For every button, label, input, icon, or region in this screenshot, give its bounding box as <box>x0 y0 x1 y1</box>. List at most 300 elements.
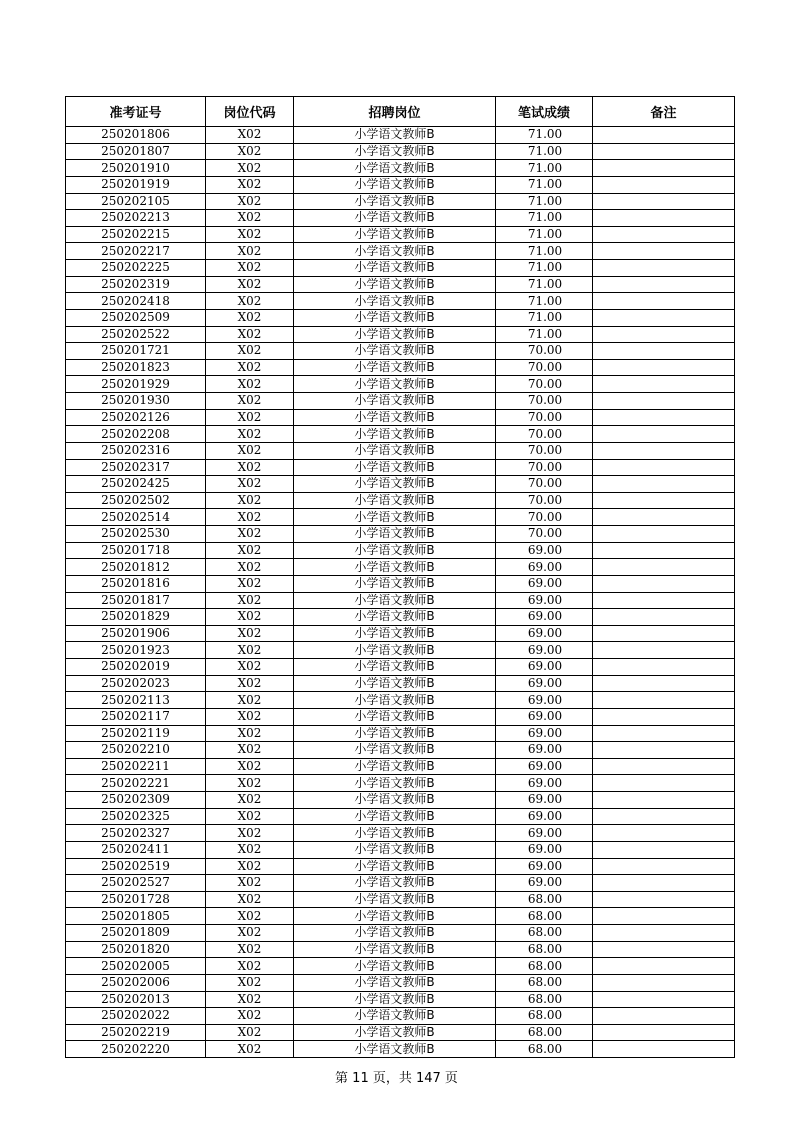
cell-post-code: X02 <box>206 127 294 144</box>
cell-post-code: X02 <box>206 1024 294 1041</box>
cell-post-code: X02 <box>206 575 294 592</box>
cell-exam-id: 250201806 <box>66 127 206 144</box>
cell-remarks <box>593 409 735 426</box>
cell-remarks <box>593 476 735 493</box>
header-post-code: 岗位代码 <box>206 97 294 127</box>
cell-post-code: X02 <box>206 692 294 709</box>
cell-exam-id: 250201807 <box>66 143 206 160</box>
cell-remarks <box>593 875 735 892</box>
cell-written-score: 71.00 <box>496 160 593 177</box>
cell-post-name: 小学语文教师B <box>294 542 496 559</box>
cell-post-code: X02 <box>206 941 294 958</box>
cell-exam-id: 250202119 <box>66 725 206 742</box>
cell-remarks <box>593 609 735 626</box>
cell-post-name: 小学语文教师B <box>294 991 496 1008</box>
table-row <box>66 426 735 443</box>
table-row <box>66 326 735 343</box>
table-row <box>66 509 735 526</box>
cell-remarks <box>593 193 735 210</box>
header-exam-id: 准考证号 <box>66 97 206 127</box>
table-row <box>66 675 735 692</box>
table-row <box>66 1008 735 1025</box>
cell-exam-id: 250202215 <box>66 226 206 243</box>
cell-exam-id: 250202013 <box>66 991 206 1008</box>
cell-written-score: 68.00 <box>496 958 593 975</box>
cell-exam-id: 250201923 <box>66 642 206 659</box>
cell-post-name: 小学语文教师B <box>294 891 496 908</box>
cell-exam-id: 250201930 <box>66 393 206 410</box>
table-row <box>66 609 735 626</box>
cell-remarks <box>593 293 735 310</box>
cell-exam-id: 250201809 <box>66 925 206 942</box>
table-row <box>66 1024 735 1041</box>
cell-post-name: 小学语文教师B <box>294 692 496 709</box>
cell-written-score: 69.00 <box>496 708 593 725</box>
cell-remarks <box>593 625 735 642</box>
cell-written-score: 69.00 <box>496 725 593 742</box>
cell-remarks <box>593 542 735 559</box>
cell-written-score: 71.00 <box>496 260 593 277</box>
table-row <box>66 958 735 975</box>
cell-written-score: 71.00 <box>496 176 593 193</box>
cell-remarks <box>593 841 735 858</box>
cell-remarks <box>593 659 735 676</box>
cell-remarks <box>593 210 735 227</box>
table-row <box>66 742 735 759</box>
cell-post-name: 小学语文教师B <box>294 609 496 626</box>
header-written-score: 笔试成绩 <box>496 97 593 127</box>
cell-post-code: X02 <box>206 393 294 410</box>
table-row <box>66 293 735 310</box>
cell-written-score: 70.00 <box>496 393 593 410</box>
cell-remarks <box>593 692 735 709</box>
cell-exam-id: 250201718 <box>66 542 206 559</box>
cell-exam-id: 250202418 <box>66 293 206 310</box>
cell-post-code: X02 <box>206 974 294 991</box>
table-header-row <box>66 97 735 127</box>
cell-exam-id: 250201817 <box>66 592 206 609</box>
cell-remarks <box>593 958 735 975</box>
cell-post-name: 小学语文教师B <box>294 409 496 426</box>
cell-post-name: 小学语文教师B <box>294 775 496 792</box>
cell-exam-id: 250202225 <box>66 260 206 277</box>
table-row <box>66 991 735 1008</box>
cell-remarks <box>593 509 735 526</box>
cell-exam-id: 250202221 <box>66 775 206 792</box>
cell-post-name: 小学语文教师B <box>294 974 496 991</box>
table-row <box>66 393 735 410</box>
cell-exam-id: 250201728 <box>66 891 206 908</box>
cell-remarks <box>593 891 735 908</box>
cell-exam-id: 250202519 <box>66 858 206 875</box>
cell-exam-id: 250202213 <box>66 210 206 227</box>
cell-post-name: 小学语文教师B <box>294 476 496 493</box>
cell-written-score: 69.00 <box>496 792 593 809</box>
table-row <box>66 825 735 842</box>
cell-exam-id: 250202019 <box>66 659 206 676</box>
cell-written-score: 69.00 <box>496 659 593 676</box>
cell-post-code: X02 <box>206 991 294 1008</box>
cell-post-name: 小学语文教师B <box>294 509 496 526</box>
cell-remarks <box>593 260 735 277</box>
cell-written-score: 70.00 <box>496 359 593 376</box>
table-row <box>66 792 735 809</box>
cell-post-name: 小学语文教师B <box>294 326 496 343</box>
cell-remarks <box>593 459 735 476</box>
table-row <box>66 725 735 742</box>
cell-post-code: X02 <box>206 1008 294 1025</box>
table-row <box>66 476 735 493</box>
cell-post-code: X02 <box>206 326 294 343</box>
table-row <box>66 575 735 592</box>
cell-remarks <box>593 775 735 792</box>
cell-post-code: X02 <box>206 559 294 576</box>
cell-written-score: 68.00 <box>496 941 593 958</box>
score-table <box>65 96 735 1058</box>
cell-written-score: 71.00 <box>496 193 593 210</box>
cell-post-name: 小学语文教师B <box>294 875 496 892</box>
cell-exam-id: 250202220 <box>66 1041 206 1058</box>
cell-written-score: 70.00 <box>496 492 593 509</box>
table-row <box>66 974 735 991</box>
cell-post-code: X02 <box>206 376 294 393</box>
cell-post-name: 小学语文教师B <box>294 725 496 742</box>
cell-exam-id: 250202327 <box>66 825 206 842</box>
cell-post-code: X02 <box>206 442 294 459</box>
cell-post-code: X02 <box>206 908 294 925</box>
cell-remarks <box>593 592 735 609</box>
cell-remarks <box>593 426 735 443</box>
cell-exam-id: 250202217 <box>66 243 206 260</box>
cell-exam-id: 250202126 <box>66 409 206 426</box>
page-footer: 第 11 页，共 147 页 <box>335 1071 458 1086</box>
cell-post-code: X02 <box>206 875 294 892</box>
cell-written-score: 71.00 <box>496 226 593 243</box>
cell-written-score: 69.00 <box>496 609 593 626</box>
cell-exam-id: 250201721 <box>66 343 206 360</box>
cell-post-code: X02 <box>206 625 294 642</box>
table-row <box>66 127 735 144</box>
cell-post-code: X02 <box>206 176 294 193</box>
table-row <box>66 309 735 326</box>
cell-written-score: 69.00 <box>496 642 593 659</box>
cell-remarks <box>593 825 735 842</box>
cell-exam-id: 250202319 <box>66 276 206 293</box>
table-row <box>66 143 735 160</box>
cell-written-score: 69.00 <box>496 542 593 559</box>
cell-written-score: 69.00 <box>496 808 593 825</box>
cell-post-name: 小学语文教师B <box>294 293 496 310</box>
cell-exam-id: 250201805 <box>66 908 206 925</box>
cell-post-name: 小学语文教师B <box>294 226 496 243</box>
cell-post-name: 小学语文教师B <box>294 393 496 410</box>
cell-post-name: 小学语文教师B <box>294 758 496 775</box>
table-row <box>66 160 735 177</box>
cell-post-name: 小学语文教师B <box>294 642 496 659</box>
table-row <box>66 875 735 892</box>
cell-written-score: 69.00 <box>496 775 593 792</box>
cell-post-code: X02 <box>206 160 294 177</box>
cell-post-code: X02 <box>206 542 294 559</box>
cell-exam-id: 250202317 <box>66 459 206 476</box>
table-row <box>66 343 735 360</box>
cell-exam-id: 250202502 <box>66 492 206 509</box>
table-row <box>66 775 735 792</box>
table-row <box>66 592 735 609</box>
cell-written-score: 70.00 <box>496 442 593 459</box>
cell-post-code: X02 <box>206 293 294 310</box>
cell-post-name: 小学语文教师B <box>294 841 496 858</box>
cell-post-name: 小学语文教师B <box>294 127 496 144</box>
cell-remarks <box>593 908 735 925</box>
cell-post-name: 小学语文教师B <box>294 276 496 293</box>
cell-written-score: 71.00 <box>496 293 593 310</box>
table-row <box>66 210 735 227</box>
cell-post-name: 小学语文教师B <box>294 708 496 725</box>
cell-post-code: X02 <box>206 725 294 742</box>
cell-remarks <box>593 276 735 293</box>
cell-exam-id: 250201906 <box>66 625 206 642</box>
cell-post-code: X02 <box>206 193 294 210</box>
cell-written-score: 69.00 <box>496 875 593 892</box>
cell-post-code: X02 <box>206 210 294 227</box>
cell-post-code: X02 <box>206 659 294 676</box>
cell-exam-id: 250202509 <box>66 309 206 326</box>
cell-written-score: 70.00 <box>496 426 593 443</box>
cell-remarks <box>593 526 735 543</box>
table-row <box>66 642 735 659</box>
cell-remarks <box>593 725 735 742</box>
cell-post-name: 小学语文教师B <box>294 575 496 592</box>
cell-post-code: X02 <box>206 609 294 626</box>
cell-exam-id: 250202210 <box>66 742 206 759</box>
cell-remarks <box>593 708 735 725</box>
cell-post-name: 小学语文教师B <box>294 343 496 360</box>
cell-post-name: 小学语文教师B <box>294 243 496 260</box>
cell-written-score: 70.00 <box>496 376 593 393</box>
cell-written-score: 70.00 <box>496 526 593 543</box>
header-remarks: 备注 <box>593 97 735 127</box>
cell-exam-id: 250202425 <box>66 476 206 493</box>
cell-remarks <box>593 492 735 509</box>
cell-exam-id: 250202527 <box>66 875 206 892</box>
cell-written-score: 68.00 <box>496 991 593 1008</box>
cell-exam-id: 250202208 <box>66 426 206 443</box>
cell-remarks <box>593 376 735 393</box>
cell-post-code: X02 <box>206 459 294 476</box>
cell-post-name: 小学语文教师B <box>294 176 496 193</box>
table-row <box>66 908 735 925</box>
cell-written-score: 69.00 <box>496 825 593 842</box>
cell-remarks <box>593 925 735 942</box>
cell-written-score: 71.00 <box>496 309 593 326</box>
table-row <box>66 176 735 193</box>
cell-remarks <box>593 758 735 775</box>
cell-post-code: X02 <box>206 775 294 792</box>
table-row <box>66 459 735 476</box>
table-row <box>66 409 735 426</box>
cell-post-name: 小学语文教师B <box>294 359 496 376</box>
cell-written-score: 69.00 <box>496 559 593 576</box>
cell-written-score: 69.00 <box>496 742 593 759</box>
cell-remarks <box>593 160 735 177</box>
cell-remarks <box>593 742 735 759</box>
cell-post-name: 小学语文教师B <box>294 1041 496 1058</box>
table-row <box>66 193 735 210</box>
cell-post-code: X02 <box>206 276 294 293</box>
cell-post-code: X02 <box>206 1041 294 1058</box>
table-row <box>66 841 735 858</box>
cell-post-name: 小学语文教师B <box>294 559 496 576</box>
cell-post-code: X02 <box>206 476 294 493</box>
table-body <box>66 127 735 1058</box>
cell-written-score: 69.00 <box>496 675 593 692</box>
cell-post-name: 小学语文教师B <box>294 592 496 609</box>
cell-post-name: 小学语文教师B <box>294 792 496 809</box>
cell-remarks <box>593 442 735 459</box>
cell-remarks <box>593 808 735 825</box>
table-row <box>66 708 735 725</box>
cell-written-score: 69.00 <box>496 625 593 642</box>
cell-remarks <box>593 393 735 410</box>
cell-post-name: 小学语文教师B <box>294 492 496 509</box>
cell-post-code: X02 <box>206 226 294 243</box>
cell-written-score: 69.00 <box>496 841 593 858</box>
cell-exam-id: 250202113 <box>66 692 206 709</box>
cell-remarks <box>593 343 735 360</box>
cell-written-score: 71.00 <box>496 127 593 144</box>
cell-post-code: X02 <box>206 792 294 809</box>
table-row <box>66 692 735 709</box>
cell-post-code: X02 <box>206 958 294 975</box>
cell-post-name: 小学语文教师B <box>294 459 496 476</box>
cell-post-name: 小学语文教师B <box>294 675 496 692</box>
cell-post-name: 小学语文教师B <box>294 1024 496 1041</box>
cell-post-code: X02 <box>206 409 294 426</box>
cell-remarks <box>593 127 735 144</box>
cell-remarks <box>593 991 735 1008</box>
cell-post-name: 小学语文教师B <box>294 1008 496 1025</box>
cell-post-name: 小学语文教师B <box>294 426 496 443</box>
cell-written-score: 70.00 <box>496 509 593 526</box>
cell-remarks <box>593 226 735 243</box>
cell-exam-id: 250202530 <box>66 526 206 543</box>
cell-post-name: 小学语文教师B <box>294 210 496 227</box>
cell-exam-id: 250201820 <box>66 941 206 958</box>
cell-remarks <box>593 1008 735 1025</box>
cell-post-name: 小学语文教师B <box>294 808 496 825</box>
cell-post-name: 小学语文教师B <box>294 659 496 676</box>
table-row <box>66 659 735 676</box>
cell-post-name: 小学语文教师B <box>294 941 496 958</box>
cell-post-name: 小学语文教师B <box>294 925 496 942</box>
cell-post-code: X02 <box>206 143 294 160</box>
cell-remarks <box>593 642 735 659</box>
cell-remarks <box>593 941 735 958</box>
cell-remarks <box>593 359 735 376</box>
cell-written-score: 71.00 <box>496 210 593 227</box>
cell-post-code: X02 <box>206 526 294 543</box>
cell-post-code: X02 <box>206 708 294 725</box>
cell-post-code: X02 <box>206 260 294 277</box>
cell-exam-id: 250202211 <box>66 758 206 775</box>
cell-exam-id: 250201829 <box>66 609 206 626</box>
cell-post-code: X02 <box>206 509 294 526</box>
header-post-name: 招聘岗位 <box>294 97 496 127</box>
cell-written-score: 71.00 <box>496 326 593 343</box>
cell-post-name: 小学语文教师B <box>294 908 496 925</box>
cell-written-score: 68.00 <box>496 1041 593 1058</box>
table-row <box>66 276 735 293</box>
cell-exam-id: 250201823 <box>66 359 206 376</box>
table-row <box>66 891 735 908</box>
table-row <box>66 808 735 825</box>
cell-exam-id: 250201910 <box>66 160 206 177</box>
table-row <box>66 226 735 243</box>
cell-exam-id: 250202022 <box>66 1008 206 1025</box>
cell-exam-id: 250202105 <box>66 193 206 210</box>
cell-written-score: 68.00 <box>496 1008 593 1025</box>
cell-post-code: X02 <box>206 642 294 659</box>
cell-exam-id: 250201812 <box>66 559 206 576</box>
cell-exam-id: 250202005 <box>66 958 206 975</box>
cell-written-score: 70.00 <box>496 476 593 493</box>
cell-remarks <box>593 575 735 592</box>
cell-post-code: X02 <box>206 359 294 376</box>
cell-exam-id: 250202006 <box>66 974 206 991</box>
cell-post-name: 小学语文教师B <box>294 309 496 326</box>
cell-written-score: 71.00 <box>496 143 593 160</box>
table-row <box>66 359 735 376</box>
cell-exam-id: 250202219 <box>66 1024 206 1041</box>
cell-exam-id: 250202023 <box>66 675 206 692</box>
score-table-container <box>65 96 734 1058</box>
cell-post-code: X02 <box>206 343 294 360</box>
cell-written-score: 71.00 <box>496 276 593 293</box>
table-row <box>66 625 735 642</box>
cell-post-name: 小学语文教师B <box>294 193 496 210</box>
table-row <box>66 442 735 459</box>
cell-written-score: 70.00 <box>496 409 593 426</box>
cell-exam-id: 250202309 <box>66 792 206 809</box>
cell-written-score: 68.00 <box>496 908 593 925</box>
cell-post-code: X02 <box>206 243 294 260</box>
cell-post-code: X02 <box>206 825 294 842</box>
cell-exam-id: 250202316 <box>66 442 206 459</box>
cell-post-name: 小学语文教师B <box>294 742 496 759</box>
cell-exam-id: 250201929 <box>66 376 206 393</box>
cell-post-name: 小学语文教师B <box>294 858 496 875</box>
table-row <box>66 858 735 875</box>
cell-remarks <box>593 974 735 991</box>
cell-post-code: X02 <box>206 758 294 775</box>
table-row <box>66 758 735 775</box>
cell-remarks <box>593 176 735 193</box>
cell-remarks <box>593 792 735 809</box>
table-row <box>66 559 735 576</box>
cell-post-code: X02 <box>206 492 294 509</box>
cell-post-code: X02 <box>206 309 294 326</box>
cell-written-score: 69.00 <box>496 592 593 609</box>
cell-written-score: 69.00 <box>496 758 593 775</box>
cell-remarks <box>593 309 735 326</box>
cell-post-name: 小学语文教师B <box>294 958 496 975</box>
cell-post-name: 小学语文教师B <box>294 442 496 459</box>
table-row <box>66 376 735 393</box>
cell-post-name: 小学语文教师B <box>294 376 496 393</box>
cell-post-name: 小学语文教师B <box>294 526 496 543</box>
cell-post-name: 小学语文教师B <box>294 143 496 160</box>
